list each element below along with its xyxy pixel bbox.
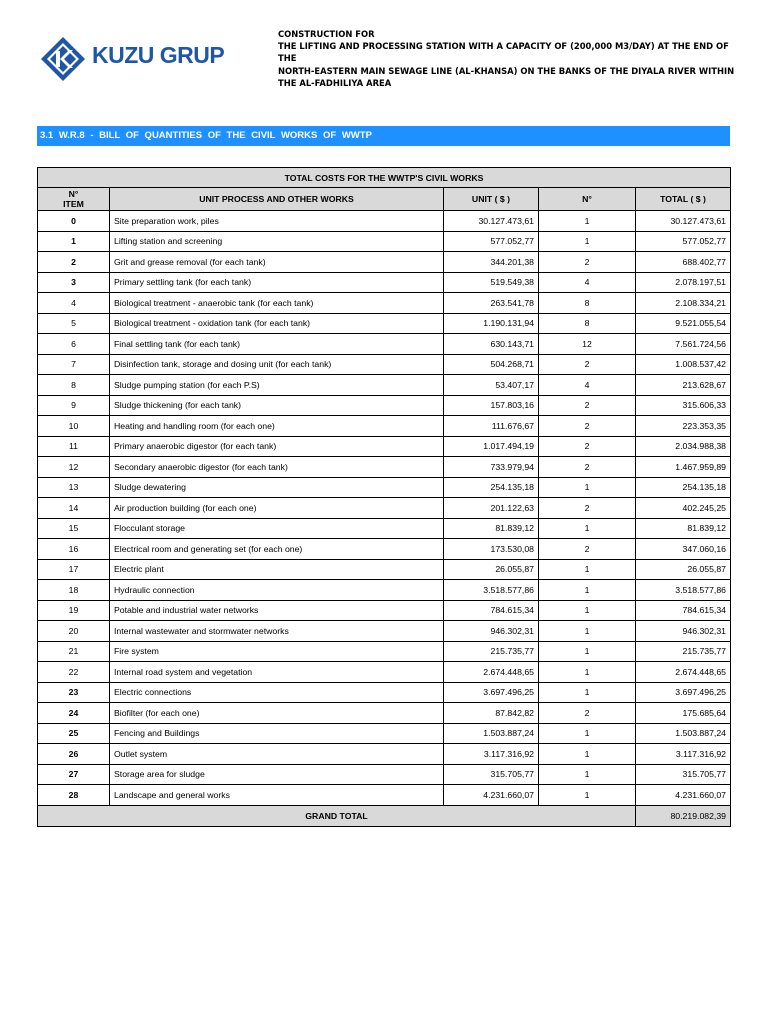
- row-quantity: 1: [539, 559, 636, 580]
- row-item-number: 9: [38, 395, 110, 416]
- row-item-number: 28: [38, 785, 110, 806]
- row-unit-price: 2.674.448,65: [444, 662, 539, 683]
- row-total: 946.302,31: [636, 621, 731, 642]
- table-row: [38, 641, 731, 662]
- row-unit-price: 344.201,38: [444, 252, 539, 273]
- row-description: Sludge dewatering: [110, 477, 444, 498]
- row-total: 784.615,34: [636, 600, 731, 621]
- row-description: Flocculant storage: [110, 518, 444, 539]
- table-row: [38, 723, 731, 744]
- row-unit-price: 3.117.316,92: [444, 744, 539, 765]
- row-quantity: 8: [539, 293, 636, 314]
- row-total: 1.467.959,89: [636, 457, 731, 478]
- row-unit-price: 519.549,38: [444, 272, 539, 293]
- row-total: 254.135,18: [636, 477, 731, 498]
- row-quantity: 1: [539, 518, 636, 539]
- row-description: Potable and industrial water networks: [110, 600, 444, 621]
- row-description: Sludge thickening (for each tank): [110, 395, 444, 416]
- row-total: 402.245,25: [636, 498, 731, 519]
- table-row: [38, 600, 731, 621]
- row-description: Site preparation work, piles: [110, 211, 444, 232]
- row-description: Air production building (for each one): [110, 498, 444, 519]
- row-unit-price: 504.268,71: [444, 354, 539, 375]
- row-quantity: 1: [539, 580, 636, 601]
- row-quantity: 2: [539, 703, 636, 724]
- row-unit-price: 215.735,77: [444, 641, 539, 662]
- column-header-total: TOTAL ( $ ): [636, 188, 731, 211]
- row-quantity: 1: [539, 682, 636, 703]
- row-item-number: 5: [38, 313, 110, 334]
- row-unit-price: 946.302,31: [444, 621, 539, 642]
- row-total: 7.561.724,56: [636, 334, 731, 355]
- table-row: [38, 293, 731, 314]
- row-unit-price: 1.017.494,19: [444, 436, 539, 457]
- row-unit-price: 30.127.473,61: [444, 211, 539, 232]
- row-unit-price: 254.135,18: [444, 477, 539, 498]
- row-item-number: 1: [38, 231, 110, 252]
- row-description: Lifting station and screening: [110, 231, 444, 252]
- row-unit-price: 577.052,77: [444, 231, 539, 252]
- row-item-number: 11: [38, 436, 110, 457]
- project-line: THE LIFTING AND PROCESSING STATION WITH A CAPACITY OF (200,000 M3/DAY) AT THE END OF THE: [278, 41, 729, 64]
- row-item-number: 15: [38, 518, 110, 539]
- row-description: Biological treatment - anaerobic tank (for each tank): [110, 293, 444, 314]
- row-description: Disinfection tank, storage and dosing unit (for each tank): [110, 354, 444, 375]
- row-total: 1.008.537,42: [636, 354, 731, 375]
- row-item-number: 22: [38, 662, 110, 683]
- row-unit-price: 173.530,08: [444, 539, 539, 560]
- row-unit-price: 87.842,82: [444, 703, 539, 724]
- row-quantity: 1: [539, 641, 636, 662]
- grand-total-label: GRAND TOTAL: [38, 805, 636, 826]
- row-unit-price: 53.407,17: [444, 375, 539, 396]
- row-quantity: 1: [539, 477, 636, 498]
- logo-wordmark: KUZU GRUP: [92, 42, 225, 68]
- project-title: [278, 28, 748, 89]
- row-description: Primary settling tank (for each tank): [110, 272, 444, 293]
- row-description: Biological treatment - oxidation tank (for each tank): [110, 313, 444, 334]
- row-unit-price: 3.518.577,86: [444, 580, 539, 601]
- row-description: Biofilter (for each one): [110, 703, 444, 724]
- row-total: 3.697.496,25: [636, 682, 731, 703]
- project-line: CONSTRUCTION FOR: [278, 29, 375, 39]
- row-quantity: 2: [539, 436, 636, 457]
- row-unit-price: 733.979,94: [444, 457, 539, 478]
- row-item-number: 7: [38, 354, 110, 375]
- row-description: Heating and handling room (for each one): [110, 416, 444, 437]
- row-total: 2.034.988,38: [636, 436, 731, 457]
- table-row: [38, 703, 731, 724]
- row-unit-price: 784.615,34: [444, 600, 539, 621]
- bill-of-quantities-table: [37, 167, 731, 827]
- row-description: Electric plant: [110, 559, 444, 580]
- row-item-number: 12: [38, 457, 110, 478]
- row-quantity: 1: [539, 744, 636, 765]
- row-description: Hydraulic connection: [110, 580, 444, 601]
- row-description: Secondary anaerobic digestor (for each tank): [110, 457, 444, 478]
- row-total: 688.402,77: [636, 252, 731, 273]
- row-total: 2.078.197,51: [636, 272, 731, 293]
- row-unit-price: 263.541,78: [444, 293, 539, 314]
- row-item-number: 6: [38, 334, 110, 355]
- row-quantity: 2: [539, 539, 636, 560]
- row-item-number: 17: [38, 559, 110, 580]
- row-quantity: 1: [539, 621, 636, 642]
- column-header-quantity: N°: [539, 188, 636, 211]
- project-line: THE AL-FADHILIYA AREA: [278, 77, 392, 88]
- row-total: 2.108.334,21: [636, 293, 731, 314]
- row-quantity: 1: [539, 600, 636, 621]
- table-row: [38, 785, 731, 806]
- row-description: Landscape and general works: [110, 785, 444, 806]
- table-title: TOTAL COSTS FOR THE WWTP'S CIVIL WORKS: [38, 168, 731, 188]
- row-quantity: 1: [539, 211, 636, 232]
- row-unit-price: 1.503.887,24: [444, 723, 539, 744]
- row-total: 9.521.055,54: [636, 313, 731, 334]
- grand-total-value: 80.219.082,39: [636, 805, 731, 826]
- row-quantity: 1: [539, 723, 636, 744]
- table-row: [38, 580, 731, 601]
- section-heading: 3.1 W.R.8 - BILL OF QUANTITIES OF THE CIVIL WORKS OF WWTP: [37, 126, 730, 146]
- row-description: Final settling tank (for each tank): [110, 334, 444, 355]
- row-item-number: 3: [38, 272, 110, 293]
- row-unit-price: 630.143,71: [444, 334, 539, 355]
- row-description: Primary anaerobic digestor (for each tank): [110, 436, 444, 457]
- table-row: [38, 436, 731, 457]
- table-row: [38, 457, 731, 478]
- table-row: [38, 272, 731, 293]
- row-item-number: 16: [38, 539, 110, 560]
- column-header-item-line: N°: [68, 189, 79, 199]
- row-description: Outlet system: [110, 744, 444, 765]
- table-row: [38, 682, 731, 703]
- row-total: 1.503.887,24: [636, 723, 731, 744]
- row-description: Electric connections: [110, 682, 444, 703]
- row-quantity: 8: [539, 313, 636, 334]
- row-total: 215.735,77: [636, 641, 731, 662]
- row-description: Fencing and Buildings: [110, 723, 444, 744]
- row-item-number: 19: [38, 600, 110, 621]
- row-item-number: 13: [38, 477, 110, 498]
- row-unit-price: 26.055,87: [444, 559, 539, 580]
- table-row: [38, 662, 731, 683]
- row-total: 26.055,87: [636, 559, 731, 580]
- table-row: [38, 621, 731, 642]
- row-quantity: 1: [539, 231, 636, 252]
- row-quantity: 4: [539, 375, 636, 396]
- row-quantity: 2: [539, 252, 636, 273]
- row-total: 175.685,64: [636, 703, 731, 724]
- row-unit-price: 201.122,63: [444, 498, 539, 519]
- row-item-number: 23: [38, 682, 110, 703]
- row-unit-price: 111.676,67: [444, 416, 539, 437]
- row-total: 315.705,77: [636, 764, 731, 785]
- table-row: [38, 764, 731, 785]
- column-header-unit: UNIT ( $ ): [444, 188, 539, 211]
- table-row: [38, 211, 731, 232]
- row-total: 347.060,16: [636, 539, 731, 560]
- row-item-number: 26: [38, 744, 110, 765]
- table-row: [38, 498, 731, 519]
- row-description: Grit and grease removal (for each tank): [110, 252, 444, 273]
- row-total: 3.518.577,86: [636, 580, 731, 601]
- kuzu-logo-icon: [40, 36, 86, 82]
- row-item-number: 25: [38, 723, 110, 744]
- row-description: Fire system: [110, 641, 444, 662]
- row-total: 223.353,35: [636, 416, 731, 437]
- table-row: [38, 252, 731, 273]
- row-unit-price: 315.705,77: [444, 764, 539, 785]
- row-quantity: 2: [539, 395, 636, 416]
- row-quantity: 4: [539, 272, 636, 293]
- row-description: Electrical room and generating set (for each one): [110, 539, 444, 560]
- row-item-number: 2: [38, 252, 110, 273]
- row-quantity: 2: [539, 457, 636, 478]
- table-row: [38, 559, 731, 580]
- company-logo: [40, 36, 250, 80]
- row-total: 2.674.448,65: [636, 662, 731, 683]
- table-row: [38, 477, 731, 498]
- row-total: 81.839,12: [636, 518, 731, 539]
- table-row: [38, 518, 731, 539]
- row-quantity: 2: [539, 498, 636, 519]
- row-quantity: 1: [539, 785, 636, 806]
- row-item-number: 8: [38, 375, 110, 396]
- row-unit-price: 3.697.496,25: [444, 682, 539, 703]
- row-item-number: 14: [38, 498, 110, 519]
- row-total: 577.052,77: [636, 231, 731, 252]
- row-item-number: 18: [38, 580, 110, 601]
- row-item-number: 27: [38, 764, 110, 785]
- row-description: Internal road system and vegetation: [110, 662, 444, 683]
- row-total: 30.127.473,61: [636, 211, 731, 232]
- row-total: 213.628,67: [636, 375, 731, 396]
- row-unit-price: 1.190.131,94: [444, 313, 539, 334]
- row-quantity: 12: [539, 334, 636, 355]
- row-description: Storage area for sludge: [110, 764, 444, 785]
- table-row: [38, 416, 731, 437]
- row-item-number: 20: [38, 621, 110, 642]
- table-row: [38, 375, 731, 396]
- row-total: 3.117.316,92: [636, 744, 731, 765]
- column-header-item-line: ITEM: [63, 199, 84, 209]
- row-total: 4.231.660,07: [636, 785, 731, 806]
- row-unit-price: 4.231.660,07: [444, 785, 539, 806]
- column-header-description: UNIT PROCESS AND OTHER WORKS: [110, 188, 444, 211]
- row-item-number: 4: [38, 293, 110, 314]
- table-row: [38, 395, 731, 416]
- row-item-number: 24: [38, 703, 110, 724]
- row-quantity: 2: [539, 354, 636, 375]
- row-unit-price: 157.803,16: [444, 395, 539, 416]
- row-total: 315.606,33: [636, 395, 731, 416]
- table-row: [38, 539, 731, 560]
- row-quantity: 2: [539, 416, 636, 437]
- table-row: [38, 744, 731, 765]
- table-row: [38, 354, 731, 375]
- row-unit-price: 81.839,12: [444, 518, 539, 539]
- table-row: [38, 313, 731, 334]
- table-row: [38, 231, 731, 252]
- row-item-number: 21: [38, 641, 110, 662]
- row-item-number: 10: [38, 416, 110, 437]
- row-item-number: 0: [38, 211, 110, 232]
- grand-total-row: [38, 805, 731, 826]
- project-line: NORTH-EASTERN MAIN SEWAGE LINE (AL-KHANSA) ON THE BANKS OF THE DIYALA RIVER WITHIN: [278, 65, 735, 76]
- row-quantity: 1: [539, 764, 636, 785]
- row-description: Internal wastewater and stormwater networks: [110, 621, 444, 642]
- table-row: [38, 334, 731, 355]
- row-quantity: 1: [539, 662, 636, 683]
- column-header-item: [38, 188, 110, 211]
- row-description: Sludge pumping station (for each P.S): [110, 375, 444, 396]
